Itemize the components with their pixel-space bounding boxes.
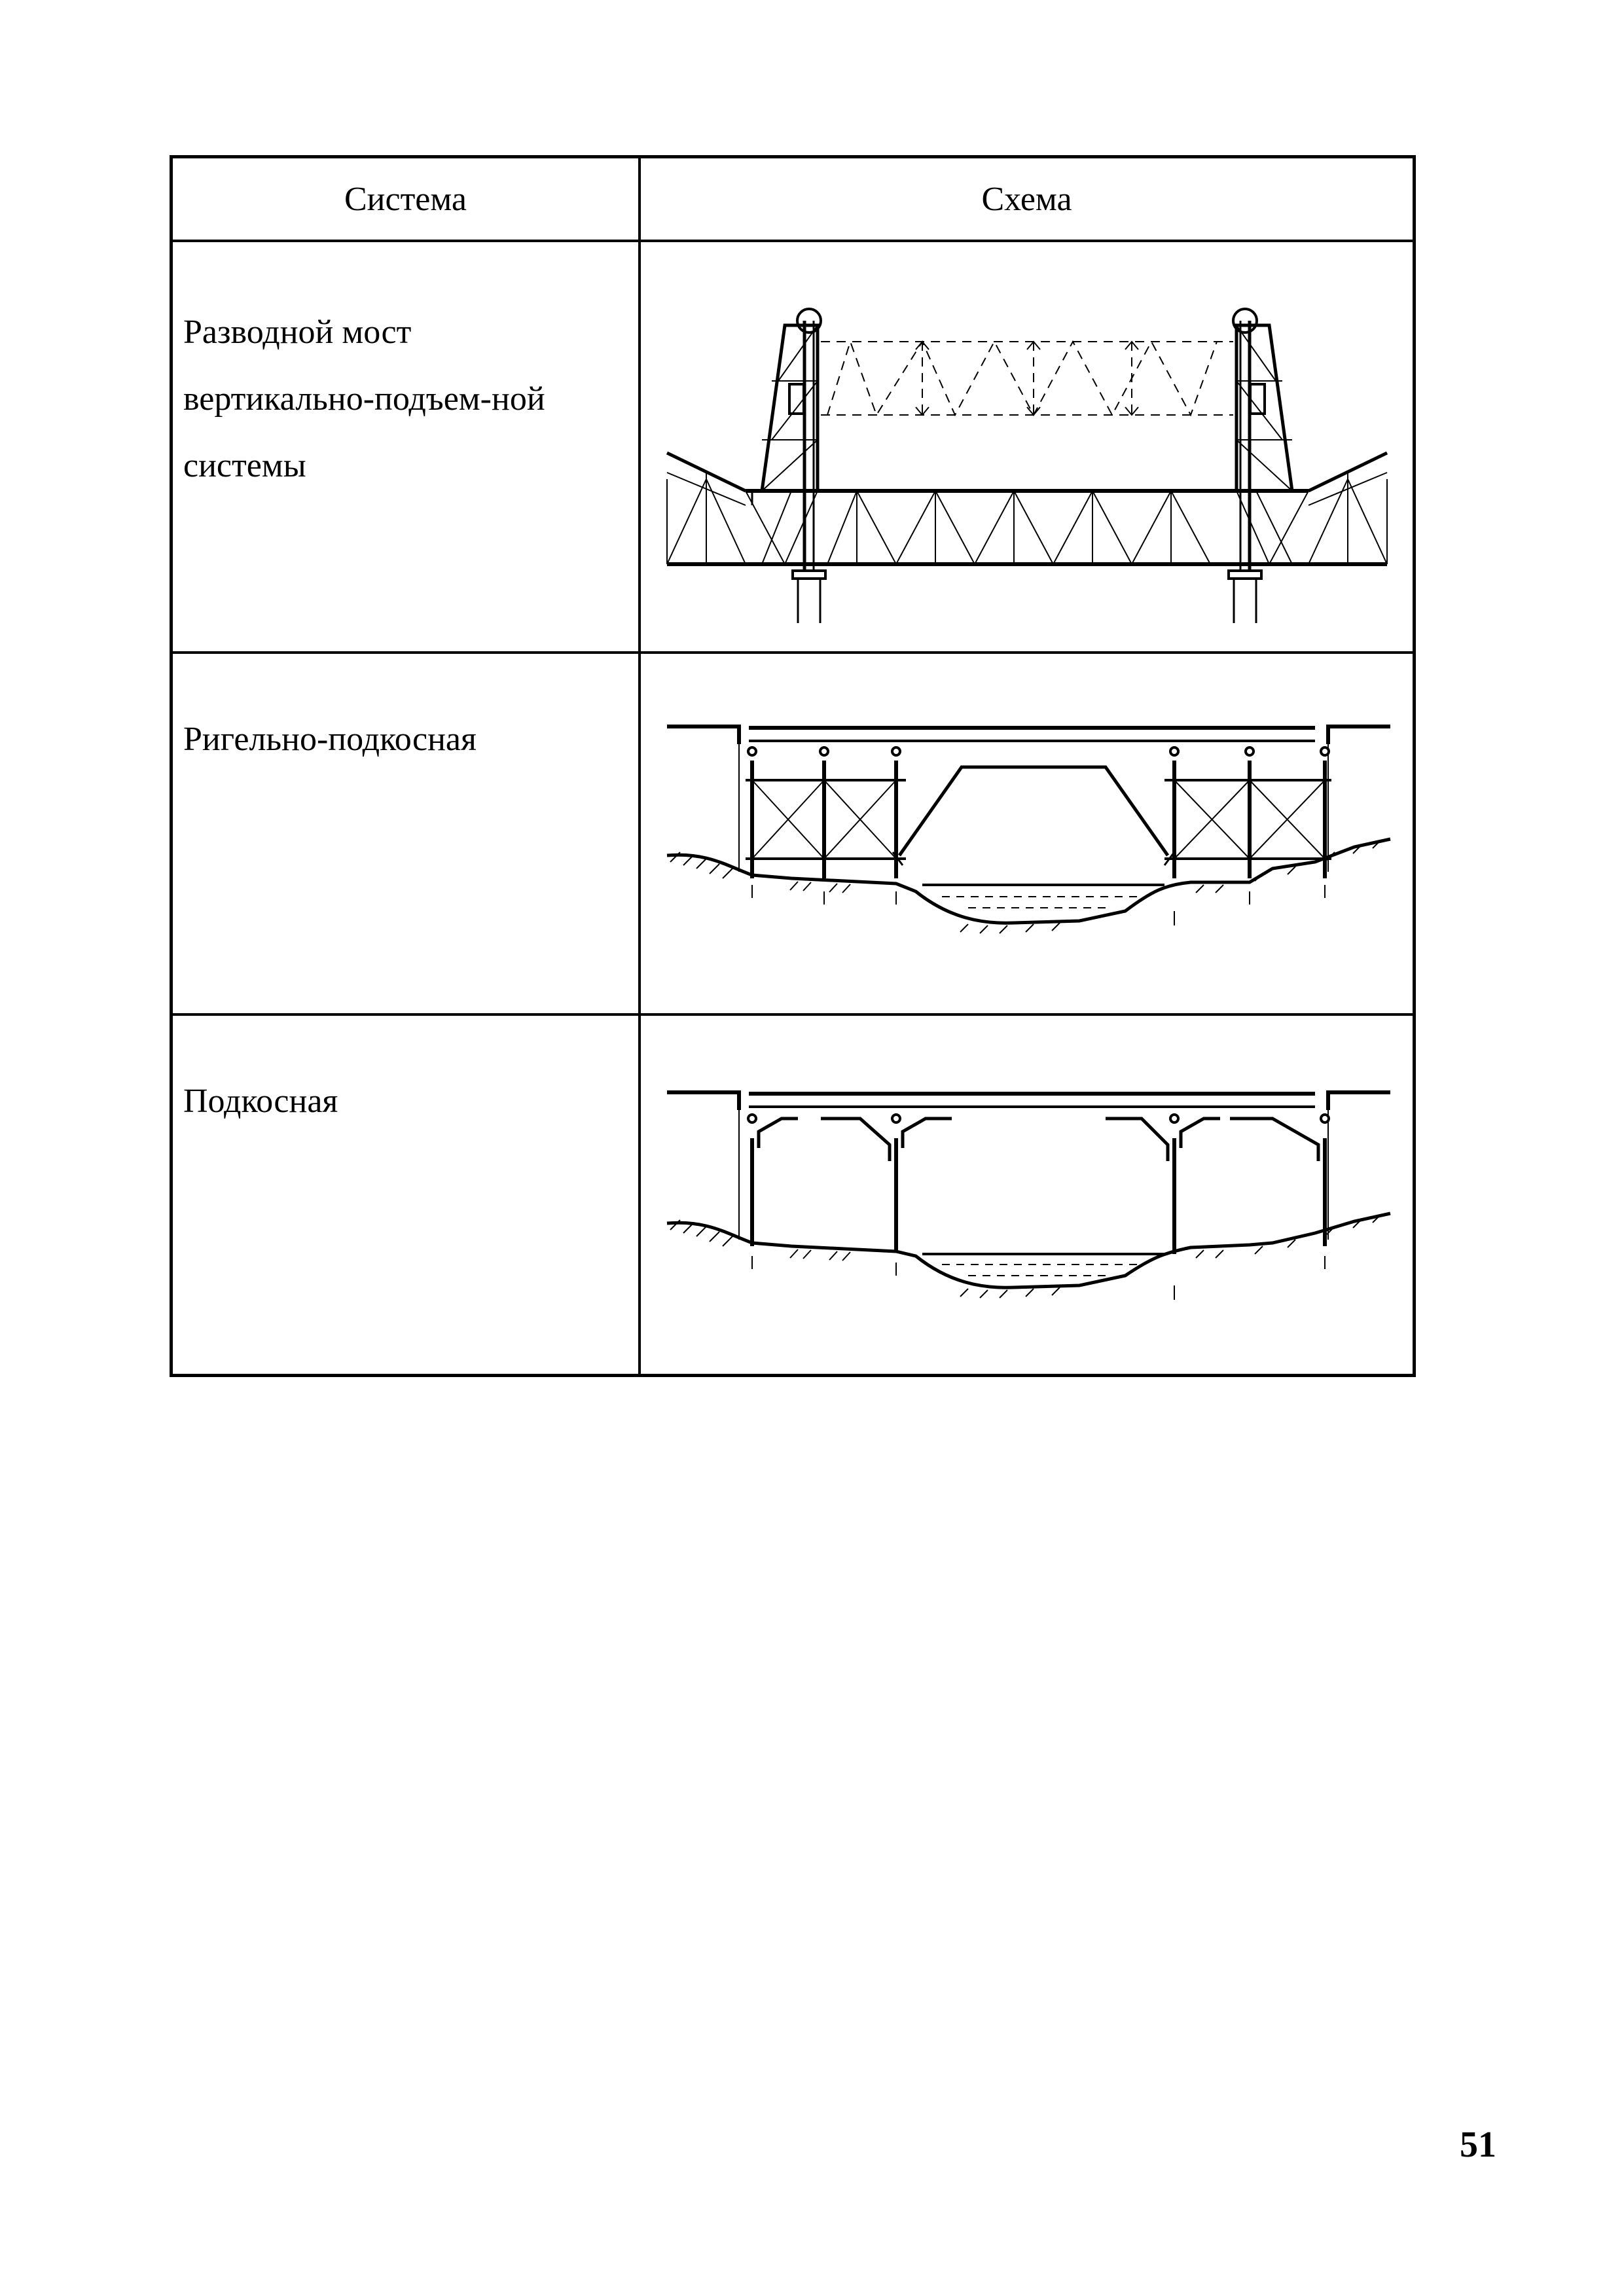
- vertical-lift-bridge-diagram: [641, 243, 1413, 649]
- header-system: Система: [344, 180, 467, 218]
- row-divider: [173, 651, 1413, 654]
- row-3-system: Подкосная: [183, 1083, 338, 1120]
- header-scheme: Схема: [981, 180, 1072, 218]
- page-number: 51: [1460, 2125, 1496, 2165]
- row-2-system: Ригельно-подкосная: [183, 721, 477, 758]
- systems-table: [170, 155, 1416, 1377]
- row-1-system: Разводной мост вертикально-подъем-ной системы: [183, 314, 545, 484]
- header-divider: [173, 240, 1413, 242]
- strut-bridge-diagram: [641, 1017, 1413, 1377]
- row-divider: [173, 1013, 1413, 1016]
- crossbeam-strut-bridge-diagram: [641, 656, 1413, 1009]
